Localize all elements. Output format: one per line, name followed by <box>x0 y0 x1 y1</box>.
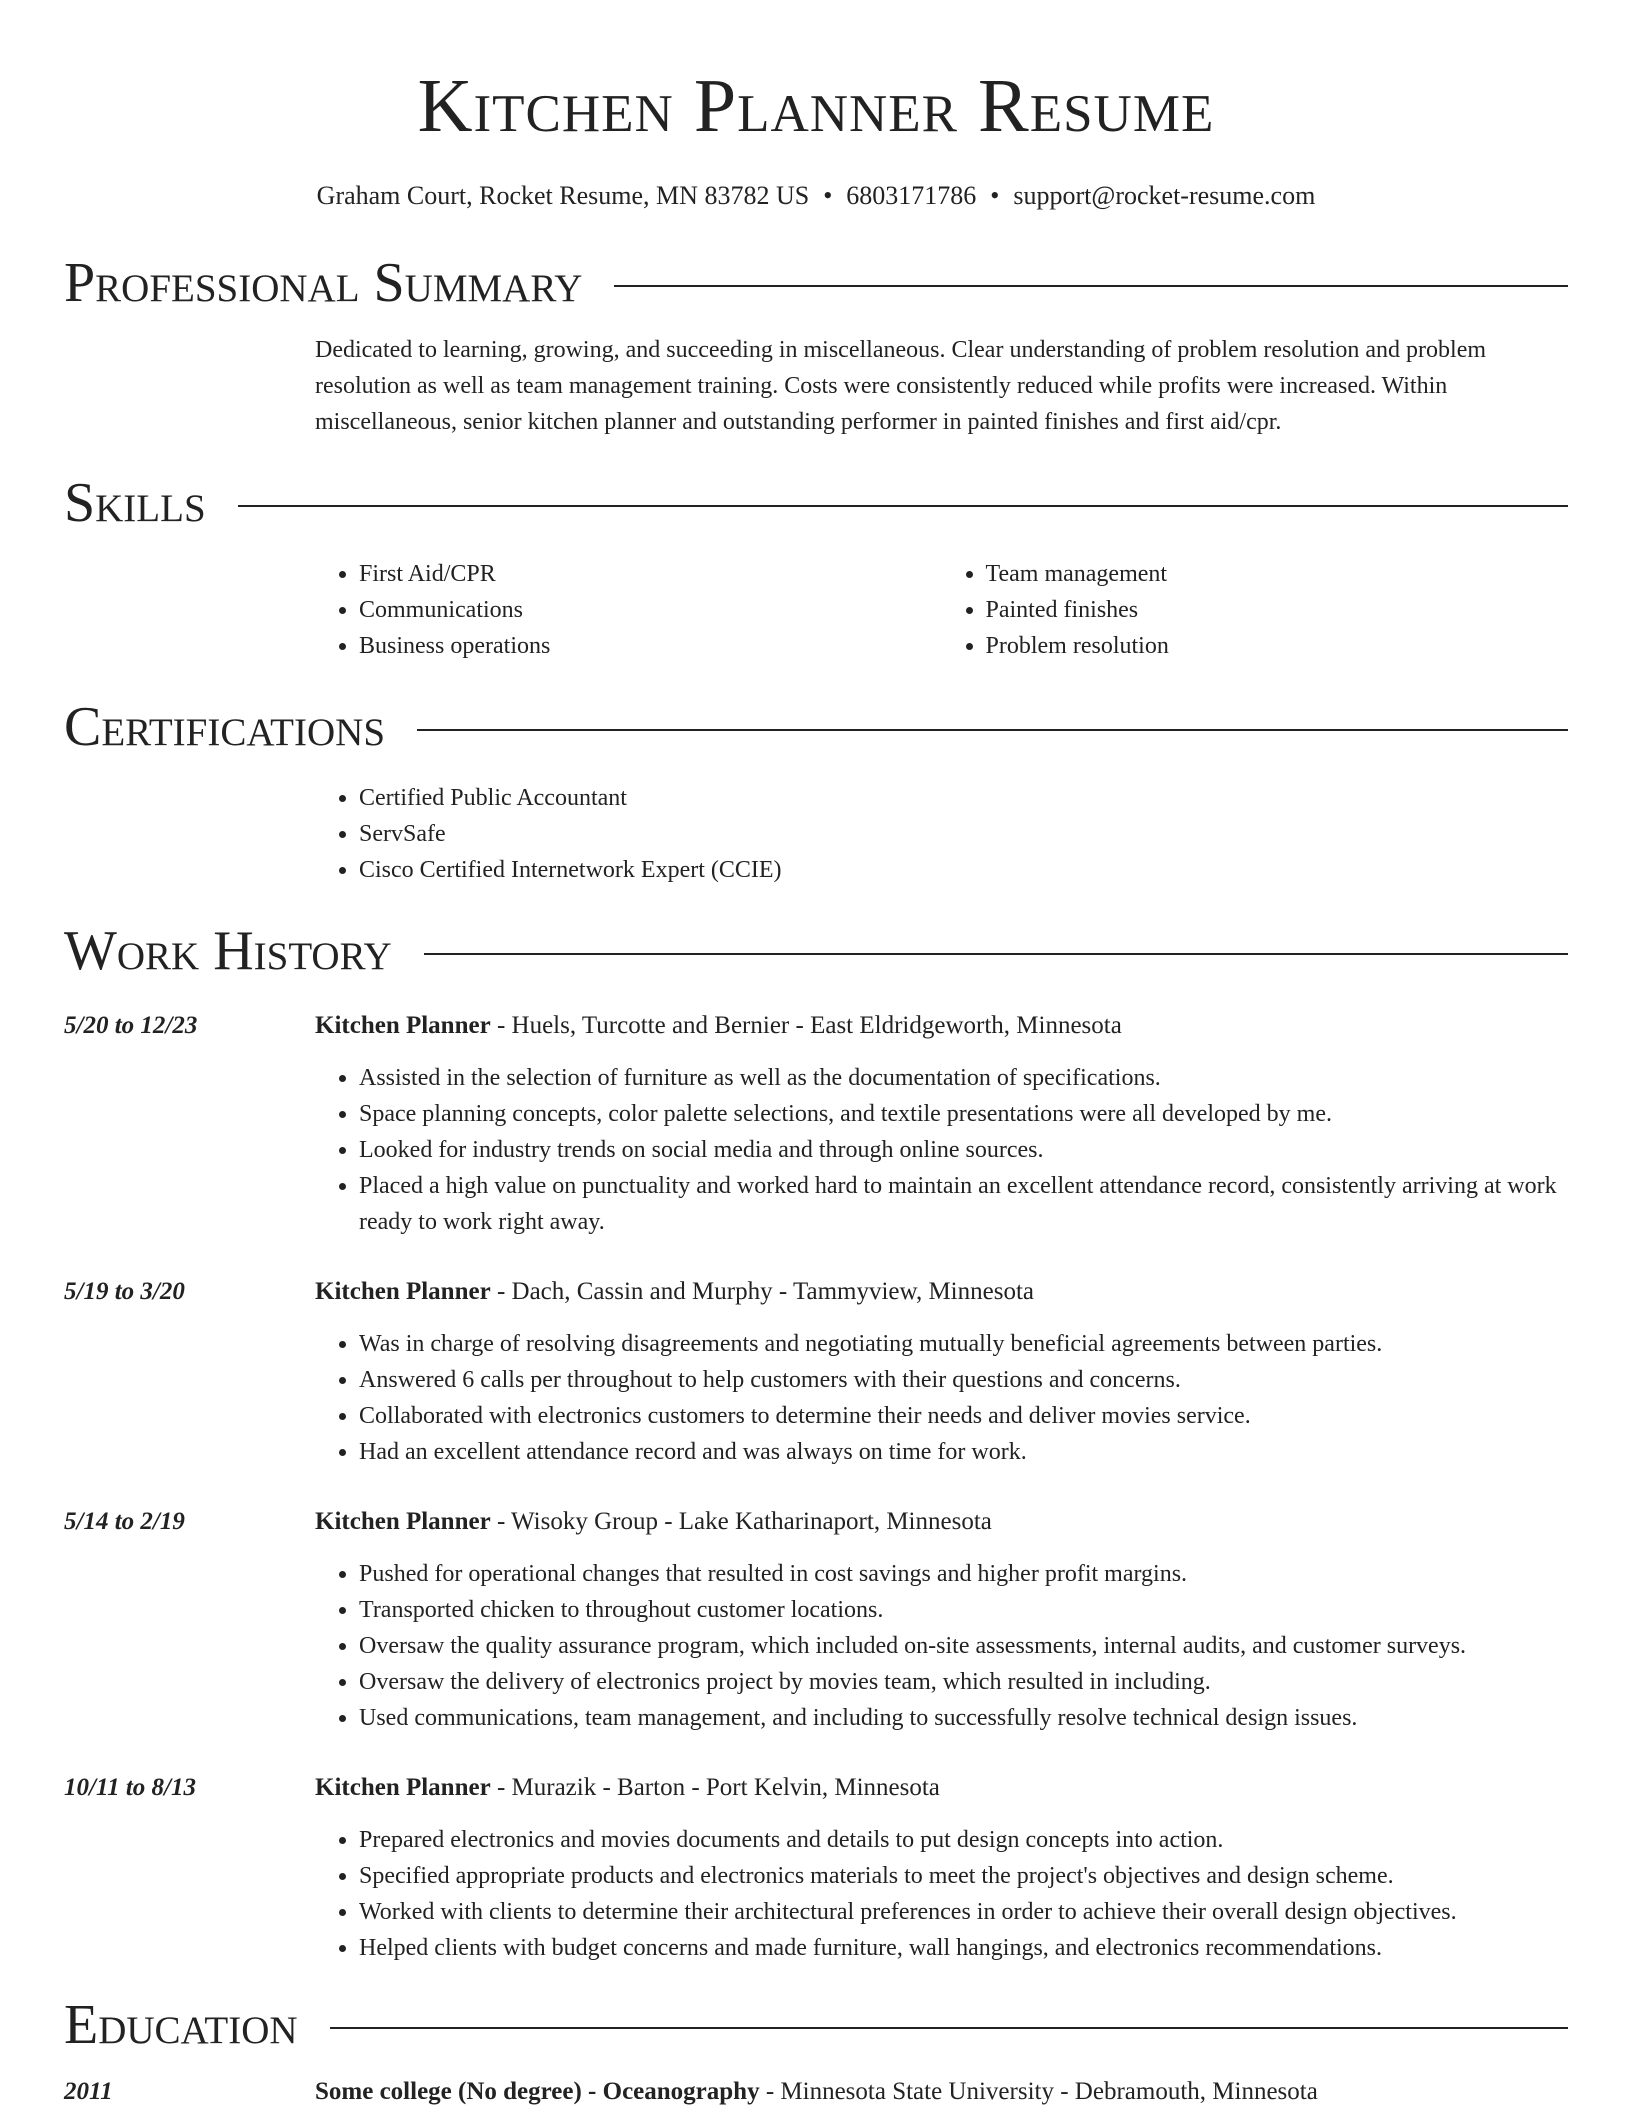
section-summary <box>64 248 1568 318</box>
certification-item: • Certified Public Accountant <box>359 780 1568 816</box>
job-bullet: • Had an excellent attendance record and was always on time for work. <box>359 1434 1568 1470</box>
skill-item: • Team management <box>986 556 1569 592</box>
section-skills <box>64 468 1568 538</box>
job-bullet: • Collaborated with electronics customers to determine their needs and deliver movies service. <box>359 1398 1568 1434</box>
job-entry <box>64 1008 1568 1240</box>
job-title: Kitchen Planner <box>315 1278 491 1305</box>
education-entry <box>64 2074 1568 2110</box>
section-rule <box>424 953 1568 955</box>
section-rule <box>330 2027 1568 2029</box>
job-title: Kitchen Planner <box>315 1508 491 1535</box>
certification-item: • ServSafe <box>359 816 1568 852</box>
education-year: 2011 <box>64 2078 113 2105</box>
education-degree: Some college (No degree) - Oceanography <box>315 2078 760 2105</box>
job-title: Kitchen Planner <box>315 1774 491 1801</box>
skills-column-left <box>315 556 942 664</box>
resume-title: Kitchen Planner Resume <box>417 64 1215 148</box>
job-bullet: • Oversaw the delivery of electronics project by movies team, which resulted in including. <box>359 1664 1568 1700</box>
section-heading: Education <box>64 1994 298 2056</box>
skill-item: • First Aid/CPR <box>359 556 942 592</box>
education-heading <box>315 2074 1568 2110</box>
email: support@rocket-resume.com <box>1013 181 1316 210</box>
job-dates: 5/14 to 2/19 <box>64 1508 185 1535</box>
job-bullet: • Pushed for operational changes that resulted in cost savings and higher profit margins. <box>359 1556 1568 1592</box>
skill-item: • Business operations <box>359 628 942 664</box>
certifications-list <box>315 780 1568 888</box>
job-bullets <box>315 1060 1568 1240</box>
job-bullets <box>315 1326 1568 1470</box>
phone: 6803171786 <box>846 181 977 210</box>
education-school: - Minnesota State University - Debramouth, Minnesota <box>759 2078 1318 2105</box>
job-bullet: • Was in charge of resolving disagreements and negotiating mutually beneficial agreements between parties. <box>359 1326 1568 1362</box>
job-dates: 5/20 to 12/23 <box>64 1012 198 1039</box>
job-dates: 5/19 to 3/20 <box>64 1278 185 1305</box>
job-bullet: • Looked for industry trends on social media and through online sources. <box>359 1132 1568 1168</box>
job-bullet: • Worked with clients to determine their architectural preferences in order to achieve their overall design objectives. <box>359 1894 1568 1930</box>
section-certifications <box>64 692 1568 762</box>
skill-item: • Communications <box>359 592 942 628</box>
job-bullet: • Assisted in the selection of furniture as well as the documentation of specifications. <box>359 1060 1568 1096</box>
certification-item: • Cisco Certified Internetwork Expert (CCIE) <box>359 852 1568 888</box>
job-heading <box>315 1504 1568 1540</box>
separator: • <box>823 181 833 210</box>
job-bullets <box>315 1822 1568 1966</box>
job-title: Kitchen Planner <box>315 1012 491 1039</box>
job-bullet: • Used communications, team management, and including to successfully resolve technical design issues. <box>359 1700 1568 1736</box>
job-bullet: • Helped clients with budget concerns and made furniture, wall hangings, and electronics recommendations. <box>359 1930 1568 1966</box>
contact-line <box>0 178 1632 214</box>
job-entry <box>64 1504 1568 1736</box>
section-rule <box>238 505 1568 507</box>
job-bullet: • Transported chicken to throughout customer locations. <box>359 1592 1568 1628</box>
section-heading: Work History <box>64 920 392 982</box>
section-heading: Certifications <box>64 696 386 758</box>
section-rule <box>614 285 1568 287</box>
job-employer: - Wisoky Group - Lake Katharinaport, Minnesota <box>490 1508 992 1535</box>
job-employer: - Huels, Turcotte and Bernier - East Eldridgeworth, Minnesota <box>490 1012 1122 1039</box>
skills-column-right <box>942 556 1569 664</box>
job-bullet: • Space planning concepts, color palette selections, and textile presentations were all developed by me. <box>359 1096 1568 1132</box>
section-work-history <box>64 916 1568 986</box>
job-heading <box>315 1770 1568 1806</box>
section-heading: Skills <box>64 472 206 534</box>
job-bullet: • Oversaw the quality assurance program, which included on-site assessments, internal audits, and customer surveys. <box>359 1628 1568 1664</box>
address: Graham Court, Rocket Resume, MN 83782 US <box>316 181 810 210</box>
job-bullet: • Answered 6 calls per throughout to help customers with their questions and concerns. <box>359 1362 1568 1398</box>
skill-item: • Problem resolution <box>986 628 1569 664</box>
section-education <box>64 1990 1568 2060</box>
job-bullet: • Specified appropriate products and electronics materials to meet the project's objectives and design scheme. <box>359 1858 1568 1894</box>
job-employer: - Dach, Cassin and Murphy - Tammyview, Minnesota <box>490 1278 1034 1305</box>
job-bullets <box>315 1556 1568 1736</box>
job-dates: 10/11 to 8/13 <box>64 1774 196 1801</box>
skill-item: • Painted finishes <box>986 592 1569 628</box>
job-employer: - Murazik - Barton - Port Kelvin, Minnesota <box>490 1774 940 1801</box>
job-entry <box>64 1770 1568 1966</box>
section-heading: Professional Summary <box>64 252 583 314</box>
section-rule <box>417 729 1568 731</box>
summary-text: Dedicated to learning, growing, and succeeding in miscellaneous. Clear understanding of problem resolution and problem resolution as well as team management training. Costs were consistently reduced while profits were increased. Within miscellaneous, senior kitchen planner and outstanding performer in painted finishes and first aid/cpr. <box>315 337 1487 435</box>
separator: • <box>990 181 1000 210</box>
job-heading <box>315 1274 1568 1310</box>
job-bullet: • Prepared electronics and movies documents and details to put design concepts into action. <box>359 1822 1568 1858</box>
job-bullet: • Placed a high value on punctuality and worked hard to maintain an excellent attendance record, consistently arriving at work ready to work right away. <box>359 1168 1568 1240</box>
skills-list <box>315 556 1568 664</box>
job-heading <box>315 1008 1568 1044</box>
job-entry <box>64 1274 1568 1470</box>
